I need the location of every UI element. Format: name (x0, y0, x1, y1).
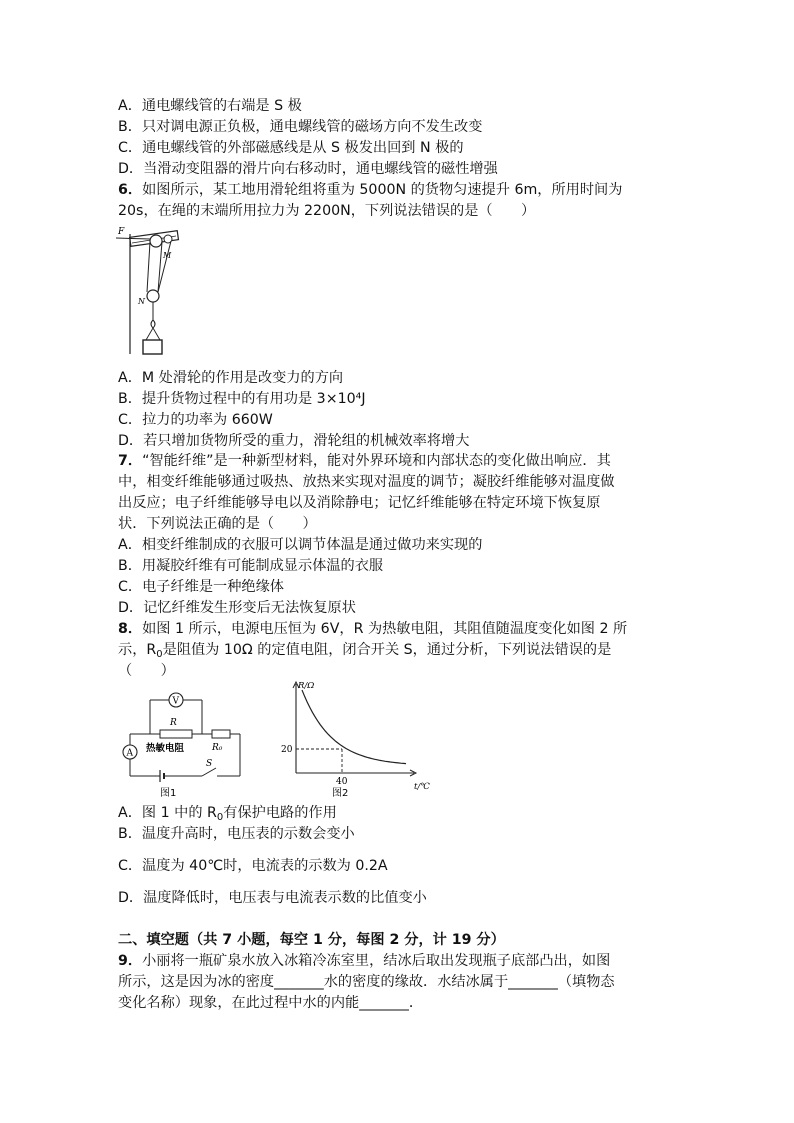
q7-number: 7． (118, 453, 143, 469)
y-tick-20: 20 (281, 745, 293, 755)
q7-option-b: B．用凝胶纤维有可能制成显示体温的衣服 (118, 558, 384, 574)
q8-option-a: A．图 1 中的 $R_0$有保护电路的作用 (118, 805, 337, 823)
svg-text:R₀: R₀ (212, 743, 223, 753)
fig2-caption: 图2 (332, 788, 349, 799)
q5-option-c: C．通电螺线管的外部磁感线是从 S 极发出回到 N 极的 (118, 140, 464, 156)
q5-option-d: D．当滑动变阻器的滑片向右移动时，通电螺线管的磁性增强 (118, 161, 498, 177)
q6-text1: 如图所示，某工地用滑轮组将重为 5000N 的货物匀速提升 6m，所用时间为 (142, 182, 623, 198)
q7-stem-line4: 状．下列说法正确的是（ ） (118, 516, 317, 532)
q7-option-a: A．相变纤维制成的衣服可以调节体温是通过做功来实现的 (118, 537, 483, 553)
resistance-curve (302, 690, 406, 764)
svg-text:A: A (126, 748, 133, 759)
svg-text:R: R (170, 718, 177, 728)
q8-option-c: C．温度为 40℃时，电流表的示数为 0.2A (118, 858, 388, 874)
section-heading: 二、填空题（共 7 小题，每空 1 分，每图 2 分，计 19 分） (118, 932, 505, 948)
q9-number: 9． (118, 953, 143, 969)
x-axis-label: t/℃ (414, 782, 430, 792)
label-m: M (163, 251, 172, 260)
q9-stem-line1 (118, 951, 610, 971)
label-n: N (138, 297, 145, 306)
q6-stem-line1 (118, 180, 622, 200)
pulley-figure (116, 224, 186, 360)
q5-option-a: A．通电螺线管的右端是 S 极 (118, 98, 302, 114)
q8-text1: 如图 1 所示，电源电压恒为 6V，R 为热敏电阻，其阻值随温度变化如图 2 所 (142, 621, 628, 637)
circuit-figure (120, 690, 250, 802)
q8-stem-line3: （ ） (118, 663, 175, 679)
q6-option-a: A．M 处滑轮的作用是改变力的方向 (118, 370, 344, 386)
q8-stem-line1 (118, 619, 627, 639)
q7-stem-line2: 中，相变纤维能够通过吸热、放热来实现对温度的调节；凝胶纤维能够对温度做 (118, 474, 615, 490)
q7-stem-line3: 出反应；电子纤维能够导电以及消除静电；记忆纤维能够在特定环境下恢复原 (118, 495, 601, 511)
q8-stem-line2: 示，$R_0$是阻值为 10Ω 的定值电阻，闭合开关 S，通过分析，下列说法错误的是 (118, 642, 612, 660)
svg-text:S: S (206, 759, 213, 769)
thermistor (160, 730, 192, 738)
label-f: F (118, 227, 125, 237)
q9-text1: 小丽将一瓶矿泉水放入冰箱冷冻室里，结冰后取出发现瓶子底部凸出，如图 (142, 953, 611, 969)
q6-option-d: D．若只增加货物所受的重力，滑轮组的机械效率将增大 (118, 433, 470, 449)
svg-text:热敏电阻: 热敏电阻 (146, 743, 185, 754)
q5-option-b: B．只对调电源正负极，通电螺线管的磁场方向不发生改变 (118, 119, 483, 135)
q6-option-b: B．提升货物过程中的有用功是 3×10⁴J (118, 391, 366, 407)
switch (202, 768, 216, 776)
resistance-temperature-graph (270, 678, 440, 802)
q7-stem-line1 (118, 451, 611, 471)
q7-option-d: D．记忆纤维发生形变后无法恢复原状 (118, 600, 356, 616)
q8-option-d: D．温度降低时，电压表与电流表示数的比值变小 (118, 890, 427, 906)
resistor-r0 (212, 730, 230, 738)
cargo-box (143, 340, 162, 354)
fixed-pulley (150, 235, 162, 247)
q6-number: 6． (118, 182, 143, 198)
q6-option-c: C．拉力的功率为 660W (118, 412, 273, 428)
movable-pulley (147, 290, 159, 302)
fig1-caption: 图1 (160, 788, 177, 799)
q9-stem-line2: 所示，这是因为冰的密度_______水的密度的缘故．水结冰属于_______（填物态 (118, 974, 615, 990)
q6-stem-line2: 20s，在绳的末端所用拉力为 2200N，下列说法错误的是（ ） (118, 203, 536, 219)
q8-number: 8． (118, 621, 143, 637)
q8-option-b: B．温度升高时，电压表的示数会变小 (118, 826, 355, 842)
y-axis-label: R/Ω (298, 681, 315, 691)
q9-stem-line3: 变化名称）现象，在此过程中水的内能_______． (118, 995, 424, 1011)
svg-text:V: V (172, 696, 179, 707)
q7-option-c: C．电子纤维是一种绝缘体 (118, 579, 284, 595)
x-tick-40: 40 (336, 777, 348, 787)
q7-text1: “智能纤维”是一种新型材料，能对外界环境和内部状态的变化做出响应．其 (142, 453, 611, 469)
